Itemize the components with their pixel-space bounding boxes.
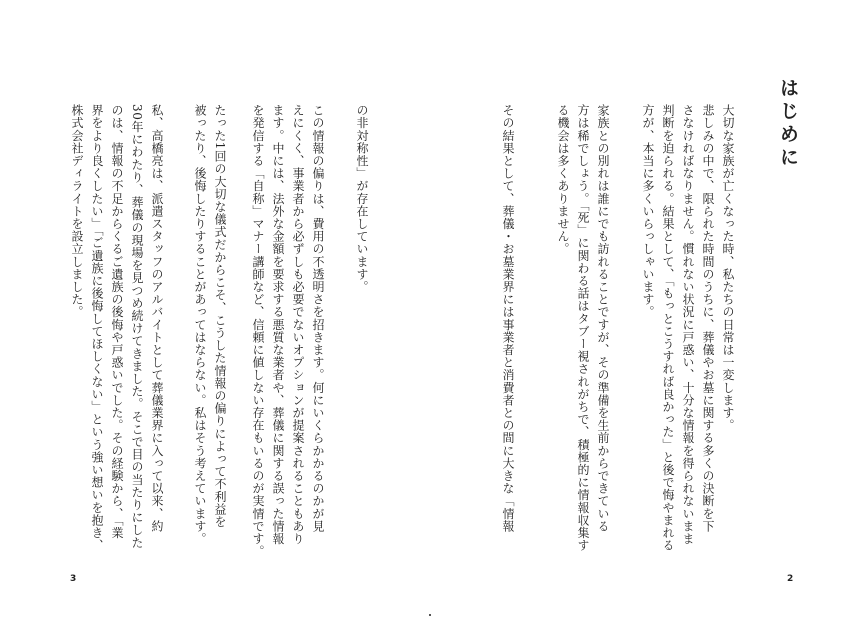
body-line: る機会は多くありません。 <box>556 104 570 256</box>
body-line: 悲しみの中で、限られた時間のうちに、葬儀やお墓に関する多くの決断を下 <box>701 104 715 533</box>
page-number: 2 <box>787 574 794 584</box>
right-page <box>431 0 861 624</box>
body-line: 大切な家族が亡くなった時、私たちの日常は一変します。 <box>721 104 735 432</box>
body-line: 方が、本当に多くいらっしゃいます。 <box>641 104 655 319</box>
body-line <box>331 104 351 554</box>
body-line: を発信する「自称」マナー講師など、信頼に値しない存在もいるのが実情です。 <box>251 104 265 558</box>
body-line <box>617 104 637 554</box>
body-line: この情報の偏りは、費用の不透明さを招きます。何にいくらかかるのかが見 <box>311 104 325 533</box>
body-line: の非対称性」が存在しています。 <box>355 104 369 293</box>
body-line: 方は稀でしょう。「死」に関わる話はタブー視されがちで、積極的に情報収集す <box>576 104 590 552</box>
body-line: えにくく、事業者から必ずしも必要でないオプションが提案されることもあり <box>291 104 305 545</box>
chapter-title: はじめに <box>777 78 799 170</box>
body-line: 私、高橋亮は、派遣スタッフのアルバイトとして葬儀業界に入って以来、約 <box>150 104 164 533</box>
body-line <box>532 104 552 554</box>
body-line: のは、情報の不足からくるご遺族の後悔や戸惑いでした。その経験から、「業 <box>110 104 124 539</box>
center-dot <box>429 614 431 616</box>
body-line: その結果として、葬儀・お墓業界には事業者と消費者との間に大きな「情報 <box>501 104 515 533</box>
body-line <box>169 104 189 554</box>
body-line: たった1回の大切な儀式だからこそ、こうした情報の偏りによって不利益を <box>213 104 227 529</box>
body-line: さなければなりません。慣れない状況に戸惑い、十分な情報を得られないまま <box>681 104 695 545</box>
left-page <box>0 0 430 624</box>
page-number: 3 <box>70 574 77 584</box>
body-line: 家族との別れは誰にでも訪れることですが、その準備を生前からできている <box>596 104 610 533</box>
body-line: 被ったり、後悔したりすることがあってはならない。私はそう考えています。 <box>193 104 207 545</box>
body-line: 界をより良くしたい」「ご遺族に後悔してほしくない」という強い想いを抱き、 <box>90 104 104 552</box>
body-line: 30年にわたり、葬儀の現場を見つめ続けてきました。そこで目の当たりにした <box>130 104 144 549</box>
body-line: 判断を迫られる。結果として、「もっとこうすれば良かった」と後で悔やまれる <box>661 104 675 552</box>
body-line: ます。中には、法外な金額を要求する悪質な業者や、葬儀に関する誤った情報 <box>271 104 285 545</box>
body-line: 株式会社ディライトを設立しました。 <box>70 104 84 319</box>
